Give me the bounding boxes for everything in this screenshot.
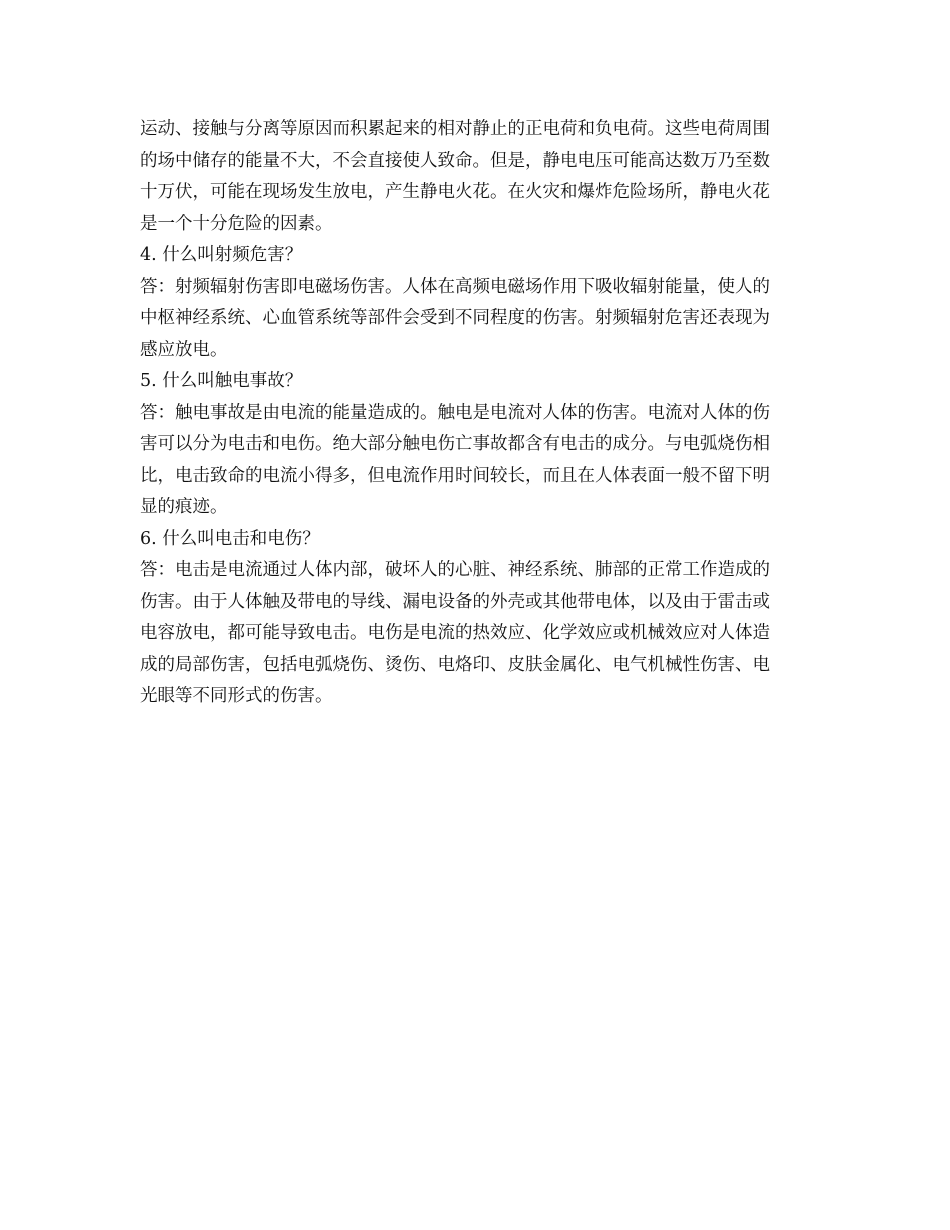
answer-line: 中枢神经系统、心血管系统等部件会受到不同程度的伤害。射频辐射危害还表现为 [140, 308, 770, 328]
answer-line: 比，电击致命的电流小得多，但电流作用时间较长，而且在人体表面一般不留下明 [140, 465, 770, 486]
paragraph-line: 的场中储存的能量不大，不会直接使人致命。但是，静电电压可能高达数万乃至数 [140, 150, 770, 171]
answer-line: 害可以分为电击和电伤。绝大部分触电伤亡事故都含有电击的成分。与电弧烧伤相 [140, 434, 770, 454]
answer-line: 答：电击是电流通过人体内部，破坏人的心脏、神经系统、肺部的正常工作造成的 [140, 560, 770, 580]
paragraph-line: 运动、接触与分离等原因而积累起来的相对静止的正电荷和负电荷。这些电荷周围 [140, 119, 770, 139]
answer-line: 感应放电。 [140, 339, 228, 360]
answer-line: 显的痕迹。 [140, 497, 228, 517]
document-body [140, 114, 812, 713]
answer-line: 成的局部伤害，包括电弧烧伤、烫伤、电烙印、皮肤金属化、电气机械性伤害、电 [140, 654, 770, 675]
question-heading: 5. 什么叫触电事故？ [140, 371, 303, 391]
question-heading: 4. 什么叫射频危害？ [140, 245, 303, 265]
answer-line: 答：射频辐射伤害即电磁场伤害。人体在高频电磁场作用下吸收辐射能量，使人的 [140, 276, 770, 297]
answer-line: 答：触电事故是由电流的能量造成的。触电是电流对人体的伤害。电流对人体的伤 [140, 402, 770, 423]
answer-line: 伤害。由于人体触及带电的导线、漏电设备的外壳或其他带电体，以及由于雷击或 [140, 591, 770, 612]
question-heading: 6. 什么叫电击和电伤？ [140, 528, 320, 549]
answer-line: 光眼等不同形式的伤害。 [140, 686, 333, 706]
answer-line: 电容放电，都可能导致电击。电伤是电流的热效应、化学效应或机械效应对人体造 [140, 623, 770, 643]
paragraph-line: 是一个十分危险的因素。 [140, 213, 333, 234]
paragraph-line: 十万伏，可能在现场发生放电，产生静电火花。在火灾和爆炸危险场所，静电火花 [140, 182, 770, 202]
